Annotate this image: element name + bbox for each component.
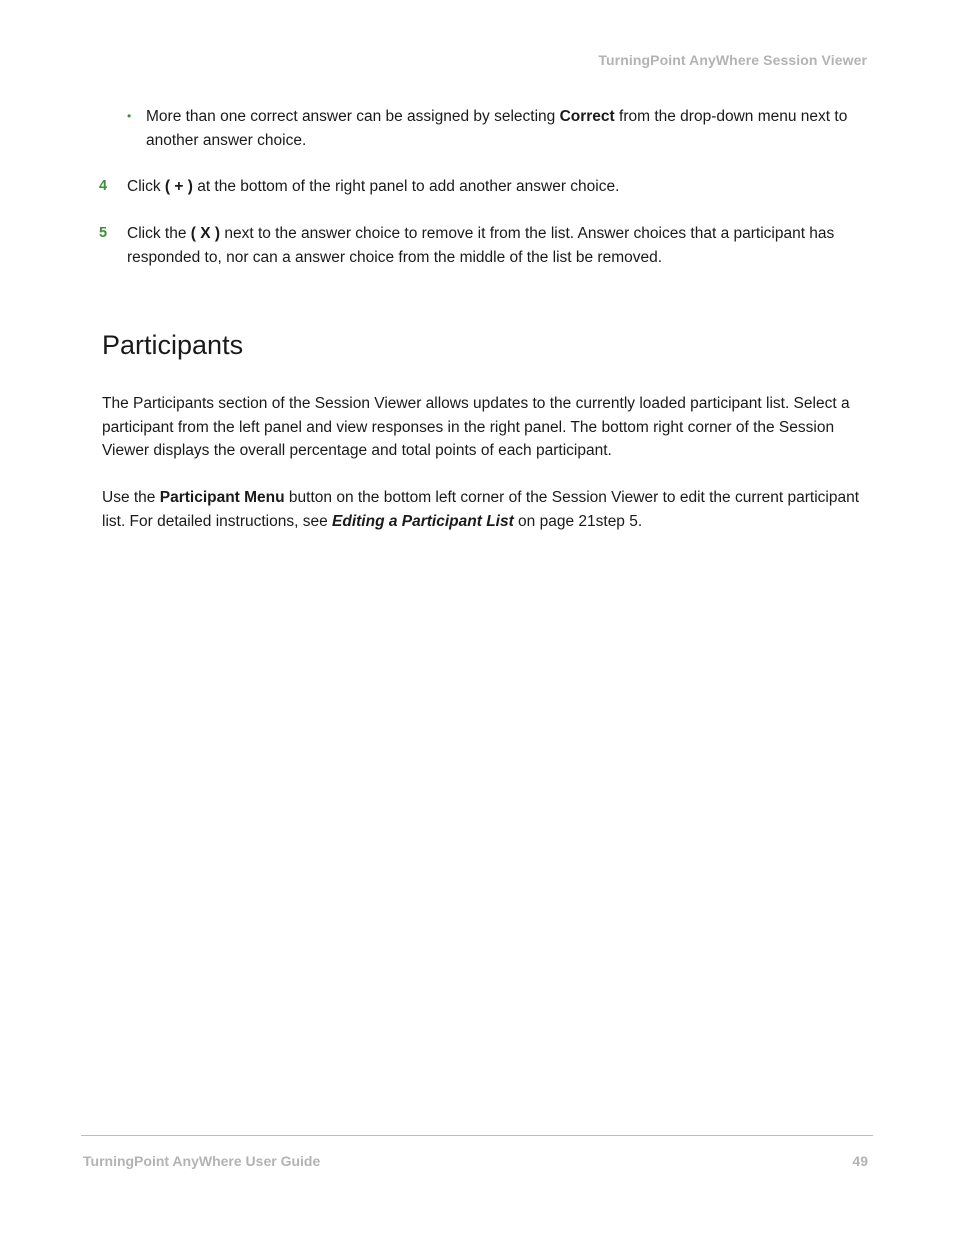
bullet-marker: • xyxy=(127,109,132,123)
participants-intro-paragraph: The Participants section of the Session Viewer allows updates to the currently loaded participant list. Select a participant from the left panel and view responses in the right panel. The bottom right corner of the Session Viewer displays the overall percentage and total points of each participant. xyxy=(102,395,850,459)
step-bold-term: ( X ) xyxy=(190,225,221,242)
step-4 xyxy=(99,175,874,199)
step-text xyxy=(127,175,874,199)
step-text-before: Click the xyxy=(127,225,191,242)
footer-guide-title: TurningPoint AnyWhere User Guide xyxy=(83,1153,321,1169)
paragraph-text: button on the bottom left corner of the Session Viewer to edit the current participant list. For detailed instructions, see xyxy=(102,489,860,530)
bullet-bold-term: Correct xyxy=(559,108,615,125)
paragraph-text: Use the xyxy=(102,489,160,506)
participant-menu-paragraph xyxy=(102,486,872,533)
step-text-after: at the bottom of the right panel to add another answer choice. xyxy=(192,178,620,195)
footer-divider xyxy=(81,1135,873,1136)
participant-menu-term: Participant Menu xyxy=(159,489,285,506)
step-number: 4 xyxy=(99,178,108,194)
step-bold-term: ( + ) xyxy=(164,178,193,195)
step-number: 5 xyxy=(99,225,108,241)
step-text xyxy=(127,222,874,269)
editing-participant-list-link[interactable]: Editing a Participant List xyxy=(332,512,514,530)
running-header: TurningPoint AnyWhere Session Viewer xyxy=(598,52,867,68)
step-text-after: next to the answer choice to remove it from the list. Answer choices that a participant has responded to, nor can a answer choice from the middle of the list be removed. xyxy=(127,225,835,266)
section-title: Participants xyxy=(102,330,244,360)
bullet-text-after: from the drop-down menu next to another answer choice. xyxy=(146,108,848,149)
bullet-text-before: More than one correct answer can be assigned by selecting xyxy=(146,108,560,125)
page-number: 49 xyxy=(852,1153,868,1169)
paragraph-text: on page 21step 5. xyxy=(513,512,643,530)
bullet-item-correct-answers xyxy=(127,105,872,152)
step-text-before: Click xyxy=(127,178,165,195)
step-5 xyxy=(99,222,874,269)
bullet-text xyxy=(146,105,872,152)
